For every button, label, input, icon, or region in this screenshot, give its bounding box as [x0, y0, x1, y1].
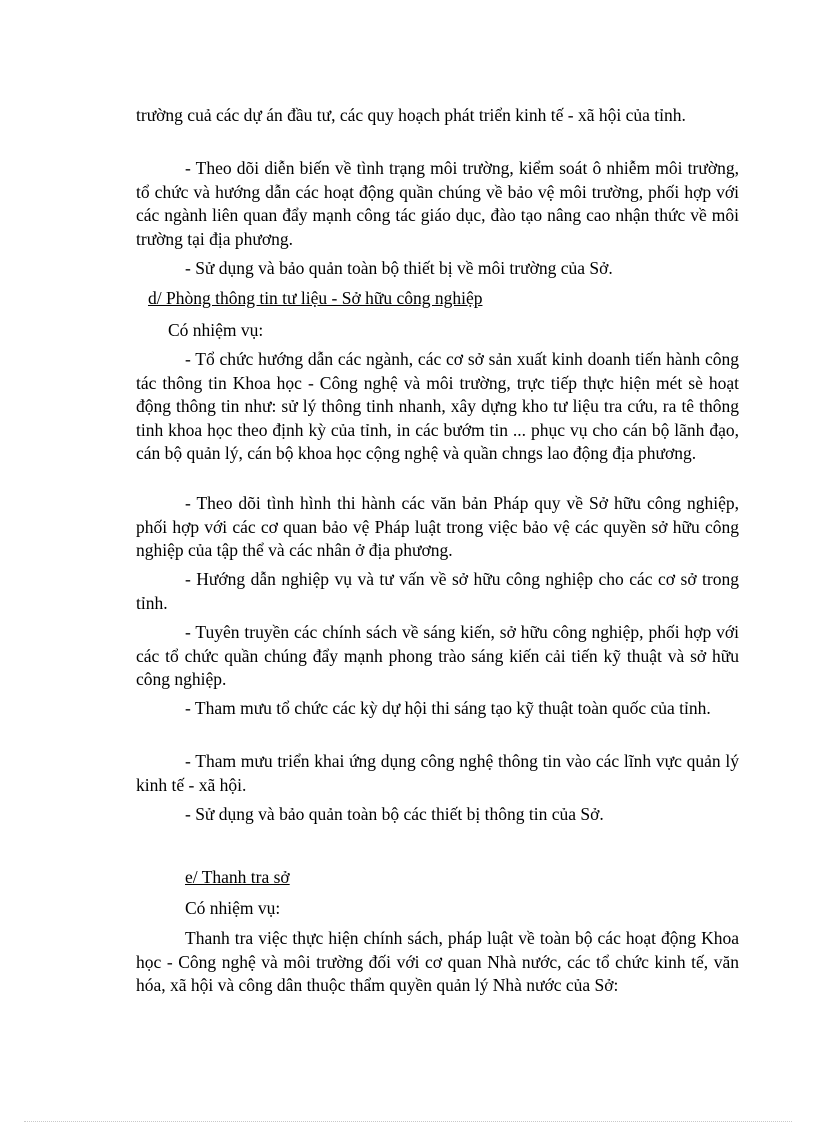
section-heading-d: d/ Phòng thông tin tư liệu - Sở hữu công nghiệp — [148, 288, 483, 308]
tasks-label-d: Có nhiệm vụ: — [168, 320, 264, 340]
paragraph-consulting: - Hướng dẫn nghiệp vụ và tư vấn về sở hữu công nghiệp cho các cơ sở trong tỉnh. — [136, 569, 739, 613]
paragraph-use-env-equipment: - Sử dụng và bảo quản toàn bộ thiết bị về môi trường của Sở. — [185, 258, 613, 278]
paragraph-monitor-environment: - Theo dõi diễn biến về tình trạng môi trường, kiểm soát ô nhiễm môi trường, tổ chức và hướng dẫn các hoạt động quần chúng về bảo vệ môi trường, phối hợp với các ngành liên quan đẩy mạnh công tác giáo dục, đào tạo nâng cao nhận thức về môi trường tại địa phương. — [136, 158, 739, 249]
page-bottom-rule — [24, 1121, 792, 1122]
tasks-label-e: Có nhiệm vụ: — [185, 898, 281, 918]
paragraph-environment-projects: trường cuả các dự án đầu tư, các quy hoạch phát triển kinh tế - xã hội của tỉnh. — [136, 105, 686, 125]
paragraph-it-application: - Tham mưu triển khai ứng dụng công nghệ thông tin vào các lĩnh vực quản lý kinh tế - xã hội. — [136, 751, 739, 795]
paragraph-use-info-equipment: - Sử dụng và bảo quản toàn bộ các thiết bị thông tin của Sở. — [185, 804, 604, 824]
paragraph-info-guidance: - Tổ chức hướng dẫn các ngành, các cơ sở sản xuất kinh doanh tiến hành công tác thông tin Khoa học - Công nghệ và môi trường, trực tiếp thực hiện mét sè hoạt động thông tin như: sử lý thông tinh nhanh, xây dựng kho tư liệu tra cứu, ra tê thông tinh khoa học theo định kỳ của tỉnh, in các bướm tin ... phục vụ cho cán bộ lãnh đạo, cán bộ quản lý, cán bộ khoa học cộng nghệ và quần chngs lao động địa phương. — [136, 349, 739, 463]
paragraph-inspection: Thanh tra việc thực hiện chính sách, pháp luật về toàn bộ các hoạt động Khoa học - Công nghệ và môi trường đối với cơ quan Nhà nước, các tổ chức kinh tế, văn hóa, xã hội và công dân thuộc thẩm quyền quản lý Nhà nước của Sở: — [136, 928, 739, 995]
section-heading-e: e/ Thanh tra sở — [185, 867, 290, 887]
paragraph-propaganda: - Tuyên truyền các chính sách về sáng kiến, sở hữu công nghiệp, phối hợp với các tổ chức quần chúng đẩy mạnh phong trào sáng kiến cải tiến kỹ thuật và sở hữu công nghiệp. — [136, 622, 739, 689]
paragraph-contest: - Tham mưu tổ chức các kỳ dự hội thi sáng tạo kỹ thuật toàn quốc của tỉnh. — [185, 698, 711, 718]
paragraph-industrial-property-law: - Theo dõi tình hình thi hành các văn bản Pháp quy về Sở hữu công nghiệp, phối hợp với các cơ quan bảo vệ Pháp luật trong việc bảo vệ các quyền sở hữu công nghiệp của tập thể và các nhân ở địa phương. — [136, 493, 739, 560]
